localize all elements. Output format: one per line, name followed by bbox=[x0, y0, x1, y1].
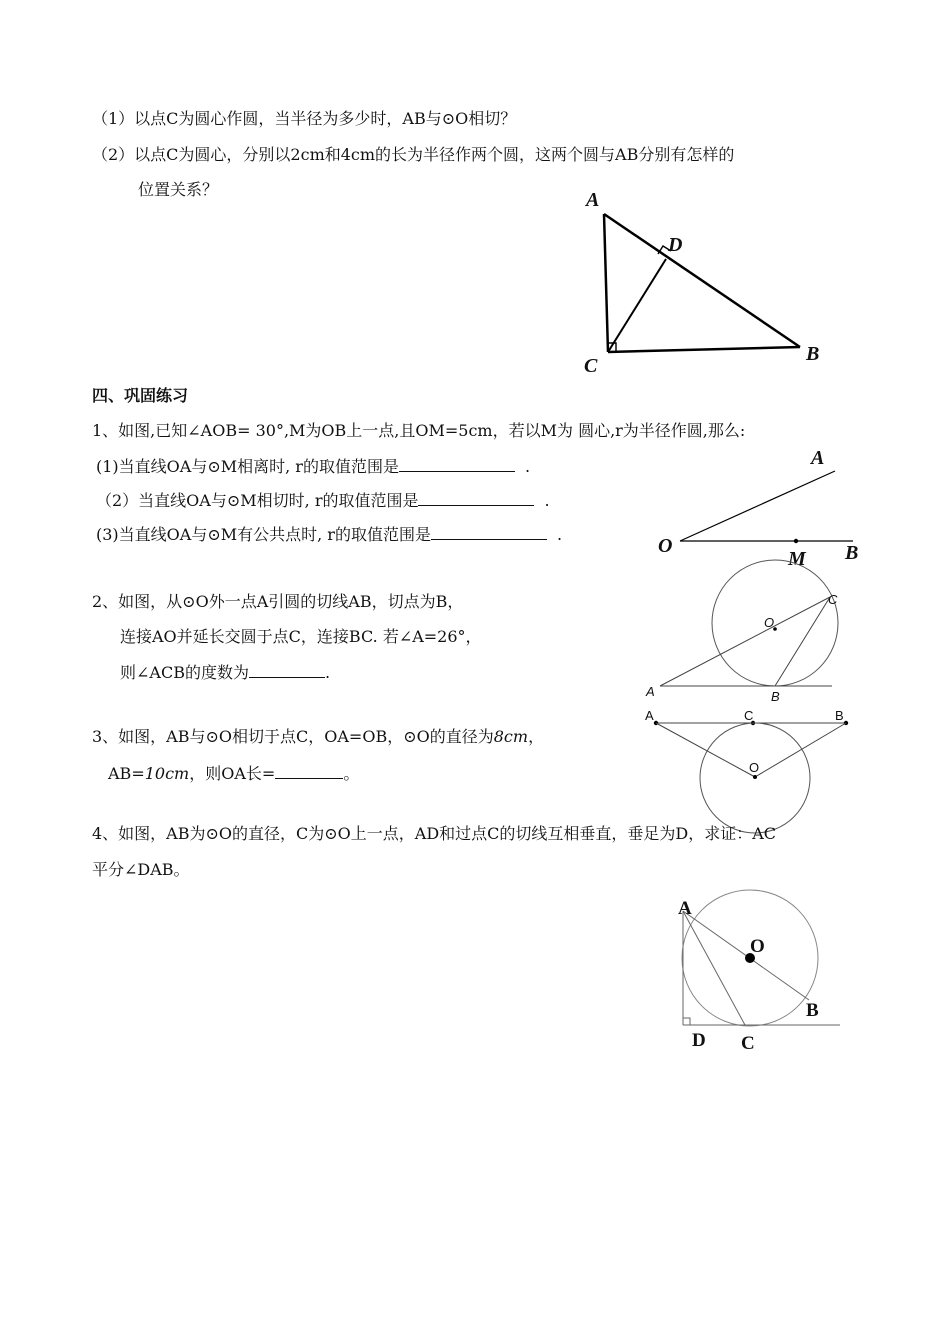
label-o: O bbox=[750, 936, 765, 957]
circle-o bbox=[712, 560, 838, 686]
label-o: O bbox=[764, 615, 775, 630]
exercise-1-part-2 bbox=[96, 489, 550, 511]
exercise-2-line-1: 2、如图，从⊙O外一点A引圆的切线AB，切点为B， bbox=[92, 592, 464, 611]
question-part-2-continued: 位置关系？ bbox=[138, 180, 219, 199]
exercise-1-part-3-text: (3)当直线OA与⊙M有公共点时, r的取值范围是 bbox=[96, 525, 431, 544]
label-a: A bbox=[811, 447, 825, 469]
period: . bbox=[544, 491, 550, 510]
exercise-1-part-2-text: （2）当直线OA与⊙M相切时, r的取值范围是 bbox=[96, 491, 419, 510]
answer-blank-3[interactable] bbox=[431, 523, 547, 540]
label-c: C bbox=[828, 592, 838, 607]
label-a: A bbox=[678, 898, 692, 919]
period: . bbox=[556, 525, 563, 544]
exercise-2-line-2: 连接AO并延长交圆于点C，连接BC. 若∠A=26°， bbox=[120, 627, 482, 646]
answer-blank-2[interactable] bbox=[418, 489, 534, 506]
exercise-2-line-3-text: 则∠ACB的度数为 bbox=[120, 663, 249, 682]
question-part-2: （2）以点C为圆心，分别以2cm和4cm的长为半径作两个圆，这两个圆与AB分别有怎样的 bbox=[92, 145, 735, 164]
exercise-4-line-2: 平分∠DAB。 bbox=[92, 860, 190, 879]
label-d: D bbox=[692, 1030, 706, 1051]
center-o bbox=[753, 775, 757, 779]
segment-ao bbox=[656, 723, 755, 777]
line-ac bbox=[660, 597, 830, 686]
period: 。 bbox=[343, 764, 360, 783]
altitude-cd bbox=[608, 259, 666, 352]
exercise-1-part-1-text: (1)当直线OA与⊙M相离时, r的取值范围是 bbox=[96, 457, 399, 476]
exercise-3-line-1 bbox=[92, 727, 544, 747]
label-b: B bbox=[771, 689, 780, 704]
side-ab bbox=[604, 214, 800, 347]
question-part-1: （1）以点C为圆心作圆，当半径为多少时，AB与⊙O相切？ bbox=[92, 109, 517, 128]
exercise-3-question: ，则OA长= bbox=[189, 764, 276, 783]
exercise-1-stem: 1、如图,已知∠AOB= 30°,M为OB上一点,且OM=5cm，若以M为 圆心,r为半径作圆,那么: bbox=[92, 421, 746, 440]
side-ac bbox=[604, 214, 608, 352]
exercise-2-line-3 bbox=[120, 661, 330, 683]
exercise-1-part-1 bbox=[96, 455, 530, 477]
label-b: B bbox=[806, 1000, 819, 1021]
label-o: O bbox=[749, 760, 760, 775]
segment-ac bbox=[683, 911, 745, 1025]
angle-figure bbox=[655, 445, 870, 575]
label-m: M bbox=[788, 548, 806, 570]
exercise-4-line-1: 4、如图，AB为⊙O的直径，C为⊙O上一点，AD和过点C的切线互相垂直，垂足为D，求证：AC bbox=[92, 824, 777, 843]
label-o: O bbox=[658, 535, 673, 557]
answer-blank-5[interactable] bbox=[275, 762, 343, 779]
answer-blank-1[interactable] bbox=[399, 455, 515, 472]
label-b: B bbox=[835, 708, 844, 723]
label-b: B bbox=[806, 343, 820, 365]
period: . bbox=[524, 457, 531, 476]
diameter-value: 8cm bbox=[493, 727, 529, 746]
label-d: D bbox=[668, 234, 683, 256]
ab-value: 10cm bbox=[144, 764, 190, 783]
period: . bbox=[324, 663, 331, 682]
ab-label: AB= bbox=[108, 764, 145, 783]
exercise-3-line-2 bbox=[108, 762, 359, 784]
exercise-1-part-3 bbox=[96, 523, 562, 545]
answer-blank-4[interactable] bbox=[249, 661, 325, 678]
label-c: C bbox=[584, 355, 598, 377]
segment-bo bbox=[755, 723, 846, 777]
triangle-figure bbox=[560, 180, 840, 380]
label-c: C bbox=[744, 708, 754, 723]
label-a: A bbox=[586, 189, 600, 211]
side-cb bbox=[608, 347, 800, 352]
exercise-3-text: 3、如图，AB与⊙O相切于点C，OA=OB，⊙O的直径为 bbox=[92, 727, 494, 746]
diameter-figure bbox=[670, 885, 860, 1060]
comma: ， bbox=[528, 727, 545, 746]
label-a: A bbox=[645, 708, 654, 723]
section-title: 四、巩固练习 bbox=[92, 386, 189, 405]
label-a: A bbox=[646, 684, 655, 699]
right-angle-mark-d bbox=[683, 1018, 690, 1025]
line-bc bbox=[775, 597, 830, 686]
tangent-figure-3 bbox=[640, 705, 860, 830]
ray-oa bbox=[680, 471, 835, 541]
label-c: C bbox=[741, 1033, 755, 1054]
label-b: B bbox=[845, 542, 859, 564]
tangent-figure-2 bbox=[640, 585, 860, 705]
point-m bbox=[794, 539, 798, 543]
